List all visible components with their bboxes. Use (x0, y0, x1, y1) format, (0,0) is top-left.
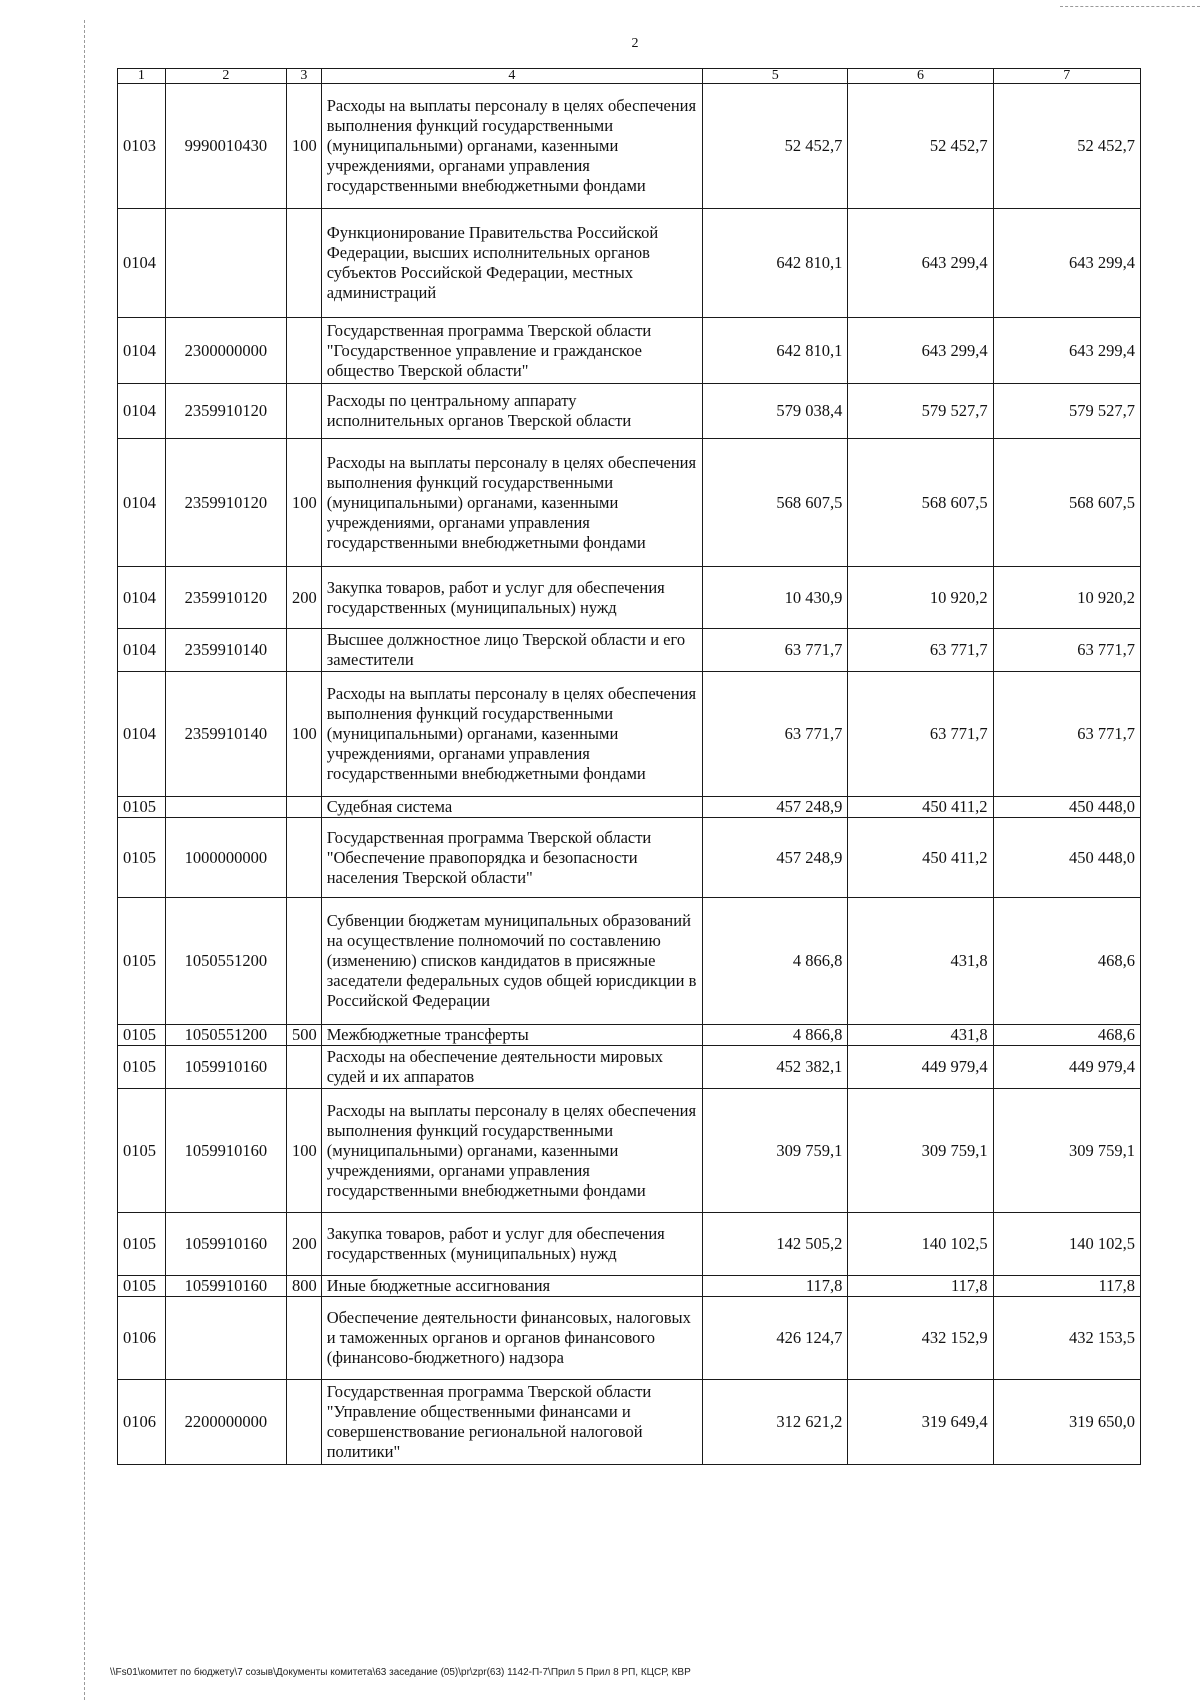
table-cell-name: Государственная программа Тверской области "Управление общественными финансами и совершенствование региональной налоговой политики" (321, 1380, 702, 1465)
table-cell-code: 1000000000 (165, 818, 286, 898)
left-margin-rule (84, 20, 85, 1700)
table-cell-kind: 500 (287, 1025, 322, 1046)
table-cell-name: Судебная система (321, 797, 702, 818)
column-header-7: 7 (993, 69, 1140, 84)
table-cell-name: Субвенции бюджетам муниципальных образований на осуществление полномочий по составлению (изменению) списков кандидатов в присяжные заседатели федеральных судов общей юрисдикции в Российской Федерации (321, 898, 702, 1025)
table-cell-value-6: 432 152,9 (848, 1297, 993, 1380)
table-cell-value-5: 309 759,1 (703, 1089, 848, 1213)
table-row (118, 898, 1141, 1025)
column-header-4: 4 (321, 69, 702, 84)
table-cell-value-5: 117,8 (703, 1276, 848, 1297)
table-cell-value-6: 643 299,4 (848, 318, 993, 384)
table-row (118, 672, 1141, 797)
table-cell-kind (287, 318, 322, 384)
table-cell-section: 0105 (118, 1046, 166, 1089)
table-cell-code: 1059910160 (165, 1046, 286, 1089)
table-cell-section: 0104 (118, 209, 166, 318)
table-cell-kind: 100 (287, 84, 322, 209)
table-cell-value-7: 319 650,0 (993, 1380, 1140, 1465)
table-cell-value-7: 568 607,5 (993, 439, 1140, 567)
column-header-2: 2 (165, 69, 286, 84)
table-cell-code: 2359910140 (165, 672, 286, 797)
table-cell-section: 0104 (118, 318, 166, 384)
table-cell-value-7: 63 771,7 (993, 672, 1140, 797)
table-cell-value-5: 312 621,2 (703, 1380, 848, 1465)
table-cell-kind (287, 1046, 322, 1089)
table-cell-value-7: 643 299,4 (993, 209, 1140, 318)
table-cell-value-7: 52 452,7 (993, 84, 1140, 209)
table-cell-value-5: 457 248,9 (703, 797, 848, 818)
table-row (118, 567, 1141, 629)
table-cell-value-5: 568 607,5 (703, 439, 848, 567)
table-cell-value-5: 63 771,7 (703, 672, 848, 797)
table-row (118, 1046, 1141, 1089)
table-cell-code: 2359910140 (165, 629, 286, 672)
table-cell-value-5: 4 866,8 (703, 898, 848, 1025)
table-cell-section: 0105 (118, 797, 166, 818)
table-cell-name: Расходы на выплаты персоналу в целях обеспечения выполнения функций государственными (муниципальными) органами, казенными учреждениями, органами управления государственными внебюджетными фондами (321, 672, 702, 797)
table-cell-value-7: 468,6 (993, 1025, 1140, 1046)
table-cell-value-5: 642 810,1 (703, 209, 848, 318)
table-cell-value-7: 449 979,4 (993, 1046, 1140, 1089)
table-cell-section: 0106 (118, 1380, 166, 1465)
column-header-5: 5 (703, 69, 848, 84)
table-cell-value-7: 140 102,5 (993, 1213, 1140, 1276)
table-cell-section: 0104 (118, 629, 166, 672)
table-cell-value-5: 10 430,9 (703, 567, 848, 629)
table-cell-section: 0104 (118, 567, 166, 629)
table-cell-kind (287, 1380, 322, 1465)
table-cell-value-5: 457 248,9 (703, 818, 848, 898)
table-cell-kind (287, 629, 322, 672)
table-cell-code (165, 209, 286, 318)
table-cell-name: Закупка товаров, работ и услуг для обеспечения государственных (муниципальных) нужд (321, 567, 702, 629)
column-header-1: 1 (118, 69, 166, 84)
table-cell-code: 2300000000 (165, 318, 286, 384)
table-cell-value-6: 643 299,4 (848, 209, 993, 318)
column-number-row (118, 69, 1141, 84)
table-cell-value-6: 117,8 (848, 1276, 993, 1297)
table-cell-section: 0105 (118, 1025, 166, 1046)
table-cell-value-7: 468,6 (993, 898, 1140, 1025)
table-row (118, 1025, 1141, 1046)
table-body (118, 84, 1141, 1465)
table-cell-value-6: 568 607,5 (848, 439, 993, 567)
table-cell-value-5: 4 866,8 (703, 1025, 848, 1046)
table-cell-kind: 100 (287, 1089, 322, 1213)
table-cell-code: 1059910160 (165, 1276, 286, 1297)
table-cell-kind (287, 384, 322, 439)
table-row (118, 1089, 1141, 1213)
top-margin-rule (1060, 6, 1200, 7)
table-cell-value-7: 432 153,5 (993, 1297, 1140, 1380)
table-cell-value-5: 142 505,2 (703, 1213, 848, 1276)
table-row (118, 439, 1141, 567)
page-number: 2 (631, 36, 639, 51)
table-cell-code: 9990010430 (165, 84, 286, 209)
table-cell-kind (287, 1297, 322, 1380)
table-cell-value-6: 450 411,2 (848, 797, 993, 818)
column-header-6: 6 (848, 69, 993, 84)
table-cell-value-5: 52 452,7 (703, 84, 848, 209)
file-path-footer: \\Fs01\комитет по бюджету\7 созыв\Документы комитета\63 заседание (05)\pr\zpr(63) 1142-П-7\Прил 5 Прил 8 РП, КЦСР, КВР (110, 1667, 691, 1678)
table-cell-kind: 200 (287, 567, 322, 629)
table-cell-value-7: 643 299,4 (993, 318, 1140, 384)
table-cell-value-5: 579 038,4 (703, 384, 848, 439)
table-cell-code (165, 1297, 286, 1380)
table-cell-value-6: 63 771,7 (848, 629, 993, 672)
table-cell-kind: 200 (287, 1213, 322, 1276)
table-cell-value-6: 431,8 (848, 1025, 993, 1046)
table-cell-name: Функционирование Правительства Российской Федерации, высших исполнительных органов субъектов Российской Федерации, местных администраций (321, 209, 702, 318)
table-cell-kind (287, 209, 322, 318)
table-cell-value-5: 426 124,7 (703, 1297, 848, 1380)
table-cell-code: 1050551200 (165, 1025, 286, 1046)
table-row (118, 1297, 1141, 1380)
table-cell-name: Расходы на выплаты персоналу в целях обеспечения выполнения функций государственными (муниципальными) органами, казенными учреждениями, органами управления государственными внебюджетными фондами (321, 1089, 702, 1213)
table-row (118, 384, 1141, 439)
table-cell-code: 2359910120 (165, 384, 286, 439)
table-cell-kind: 800 (287, 1276, 322, 1297)
table-cell-code (165, 797, 286, 818)
table-cell-section: 0105 (118, 818, 166, 898)
table-cell-value-6: 431,8 (848, 898, 993, 1025)
table-cell-value-6: 319 649,4 (848, 1380, 993, 1465)
table-cell-value-7: 450 448,0 (993, 818, 1140, 898)
table-cell-kind (287, 797, 322, 818)
table-row (118, 629, 1141, 672)
table-cell-code: 2359910120 (165, 439, 286, 567)
table-cell-value-6: 309 759,1 (848, 1089, 993, 1213)
table-row (118, 318, 1141, 384)
table-cell-value-5: 642 810,1 (703, 318, 848, 384)
table-cell-value-6: 10 920,2 (848, 567, 993, 629)
table-row (118, 818, 1141, 898)
table-cell-value-7: 450 448,0 (993, 797, 1140, 818)
column-header-3: 3 (287, 69, 322, 84)
table-cell-section: 0104 (118, 672, 166, 797)
table-cell-value-7: 579 527,7 (993, 384, 1140, 439)
table-cell-value-7: 10 920,2 (993, 567, 1140, 629)
budget-table (117, 68, 1141, 1465)
table-cell-kind (287, 898, 322, 1025)
table-cell-section: 0105 (118, 1213, 166, 1276)
table-cell-section: 0105 (118, 1276, 166, 1297)
table-cell-name: Обеспечение деятельности финансовых, налоговых и таможенных органов и органов финансового (финансово-бюджетного) надзора (321, 1297, 702, 1380)
table-cell-name: Государственная программа Тверской области "Обеспечение правопорядка и безопасности населения Тверской области" (321, 818, 702, 898)
table-cell-kind: 100 (287, 439, 322, 567)
table-cell-section: 0104 (118, 384, 166, 439)
table-cell-code: 1059910160 (165, 1089, 286, 1213)
table-cell-value-7: 117,8 (993, 1276, 1140, 1297)
table-cell-value-6: 63 771,7 (848, 672, 993, 797)
table-cell-name: Высшее должностное лицо Тверской области и его заместители (321, 629, 702, 672)
table-row (118, 1380, 1141, 1465)
table-cell-name: Иные бюджетные ассигнования (321, 1276, 702, 1297)
table-cell-value-5: 452 382,1 (703, 1046, 848, 1089)
table-cell-kind (287, 818, 322, 898)
table-cell-value-6: 450 411,2 (848, 818, 993, 898)
table-cell-section: 0104 (118, 439, 166, 567)
table-cell-value-6: 140 102,5 (848, 1213, 993, 1276)
table-cell-name: Закупка товаров, работ и услуг для обеспечения государственных (муниципальных) нужд (321, 1213, 702, 1276)
table-cell-section: 0105 (118, 1089, 166, 1213)
table-cell-name: Расходы на выплаты персоналу в целях обеспечения выполнения функций государственными (муниципальными) органами, казенными учреждениями, органами управления государственными внебюджетными фондами (321, 84, 702, 209)
table-cell-name: Расходы по центральному аппарату исполнительных органов Тверской области (321, 384, 702, 439)
table-row (118, 797, 1141, 818)
table-cell-name: Расходы на выплаты персоналу в целях обеспечения выполнения функций государственными (муниципальными) органами, казенными учреждениями, органами управления государственными внебюджетными фондами (321, 439, 702, 567)
table-row (118, 1213, 1141, 1276)
table-cell-code: 2200000000 (165, 1380, 286, 1465)
table-cell-name: Расходы на обеспечение деятельности мировых судей и их аппаратов (321, 1046, 702, 1089)
table-cell-value-6: 449 979,4 (848, 1046, 993, 1089)
table-cell-kind: 100 (287, 672, 322, 797)
table-cell-section: 0103 (118, 84, 166, 209)
table-cell-section: 0105 (118, 898, 166, 1025)
table-row (118, 84, 1141, 209)
table-cell-value-7: 63 771,7 (993, 629, 1140, 672)
table-cell-value-7: 309 759,1 (993, 1089, 1140, 1213)
table-cell-name: Государственная программа Тверской области "Государственное управление и гражданское общество Тверской области" (321, 318, 702, 384)
table-cell-value-6: 52 452,7 (848, 84, 993, 209)
table-row (118, 209, 1141, 318)
table-cell-code: 1050551200 (165, 898, 286, 1025)
table-row (118, 1276, 1141, 1297)
table-cell-value-5: 63 771,7 (703, 629, 848, 672)
table-cell-section: 0106 (118, 1297, 166, 1380)
table-cell-value-6: 579 527,7 (848, 384, 993, 439)
table-cell-code: 1059910160 (165, 1213, 286, 1276)
table-cell-code: 2359910120 (165, 567, 286, 629)
table-cell-name: Межбюджетные трансферты (321, 1025, 702, 1046)
